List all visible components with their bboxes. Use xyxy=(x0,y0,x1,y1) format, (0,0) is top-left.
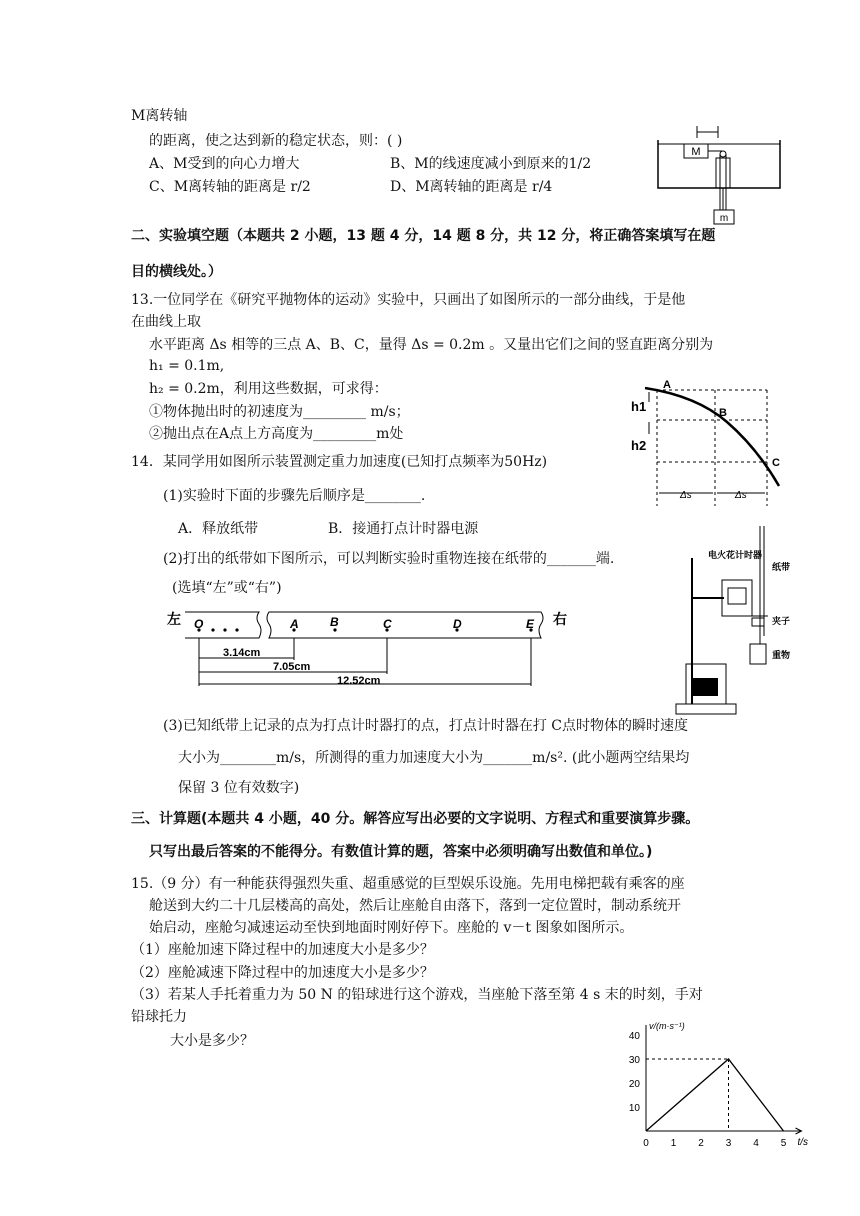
projectile-curve-figure xyxy=(627,378,795,508)
fig-point-c: C xyxy=(772,457,780,469)
y-tick-label: 10 xyxy=(628,1103,640,1114)
q15-line1: 15.（9 分）有一种能获得强烈失重、超重感觉的巨型娱乐设施。先用电梯把载有乘客的座 xyxy=(131,876,685,892)
x-tick-label: 1 xyxy=(670,1138,677,1149)
q12-line1: M离转轴 xyxy=(131,108,188,124)
apparatus-clamp-label: 夹子 xyxy=(772,616,791,626)
fig-m-label: m xyxy=(719,213,729,224)
fig-ds-1: Δs xyxy=(680,490,692,501)
rotating-table-figure xyxy=(650,120,790,232)
q13-line4: h₁ = 0.1m, xyxy=(149,358,225,374)
apparatus-timer-label: 电火花计时器 xyxy=(708,550,763,560)
tape-dist-3: 12.52cm xyxy=(337,675,381,687)
x-tick-label: 3 xyxy=(725,1138,732,1149)
x-tick-label: 4 xyxy=(753,1138,759,1149)
q14-line3: (2)打出的纸带如下图所示，可以判断实验时重物连接在纸带的_______端. xyxy=(163,551,615,567)
tape-point-o: O xyxy=(194,617,204,631)
q14-line5: (3)已知纸带上记录的点为打点计时器打的点，打点计时器在打 C点时物体的瞬时速度 xyxy=(163,718,688,734)
tape-point-b: B xyxy=(330,615,339,629)
y-tick-label: 40 xyxy=(628,1031,640,1042)
y-axis-label: v/(m·s⁻¹) xyxy=(649,1021,685,1031)
tape-point-e: E xyxy=(526,617,535,631)
apparatus-weight-label: 重物 xyxy=(772,650,791,660)
fig-point-a: A xyxy=(663,379,671,391)
q13-line1: 13.一位同学在《研究平抛物体的运动》实验中，只画出了如图所示的一部分曲线，于是他 xyxy=(131,292,686,308)
section3-heading-2: 只写出最后答案的不能得分。有数值计算的题，答案中必须明确写出数值和单位。) xyxy=(149,844,653,860)
tape-dist-1: 3.14cm xyxy=(223,647,261,659)
fig-h1: h1 xyxy=(631,399,647,414)
q14-line1: 14．某同学用如图所示装置测定重力加速度(已知打点频率为50Hz) xyxy=(131,454,548,470)
apparatus-tape-label: 纸带 xyxy=(772,562,791,572)
q12-option-a: A、M受到的向心力增大 xyxy=(149,156,300,172)
q13-line5: h₂ = 0.2m，利用这些数据，可求得： xyxy=(149,381,388,397)
q13-line6: ①物体抛出时的初速度为_________ m/s； xyxy=(149,404,410,420)
vt-series-line xyxy=(646,1059,784,1131)
q15-q1: （1）座舱加速下降过程中的加速度大小是多少？ xyxy=(131,942,434,958)
q14-line2: (1)实验时下面的步骤先后顺序是________. xyxy=(163,488,426,504)
tape-point-c: C xyxy=(383,617,392,631)
x-axis-label: t/s xyxy=(797,1137,809,1148)
tape-point-d: D xyxy=(453,617,462,631)
q14-line7: 保留 3 位有效数字) xyxy=(178,780,300,796)
tape-left-label: 左 xyxy=(167,611,181,627)
q12-option-d: D、M离转轴的距离是 r/4 xyxy=(390,179,553,195)
fig-point-b: B xyxy=(719,407,727,419)
q13-line3: 水平距离 Δs 相等的三点 A、B、C，量得 Δs = 0.2m 。又量出它们之间的竖直距离分别为 xyxy=(149,337,714,353)
q12-option-b: B、M的线速度减小到原来的1/2 xyxy=(390,156,592,172)
section2-heading-1: 二、实验填空题（本题共 2 小题，13 题 4 分，14 题 8 分，共 12 分，将正确答案填写在题 xyxy=(131,228,716,244)
q15-q3: （3）若某人手托着重力为 50 N 的铅球进行这个游戏，当座舱下落至第 4 s 末的时刻，手对 xyxy=(131,987,703,1003)
section2-heading-2: 目的横线处。） xyxy=(131,264,222,280)
x-tick-label: 2 xyxy=(698,1138,704,1149)
y-tick-label: 30 xyxy=(628,1055,640,1066)
q15-line2: 舱送到大约二十几层楼高的高处，然后让座舱自由落下，落到一定位置时，制动系统开 xyxy=(149,898,681,914)
q15-line7: 铅球托力 xyxy=(131,1009,187,1025)
y-tick-label: 20 xyxy=(628,1079,640,1090)
q12-line2: 的距离，使之达到新的稳定状态，则：( ) xyxy=(149,133,403,149)
q13-line2: 在曲线上取 xyxy=(131,314,201,330)
section3-heading-1: 三、计算题(本题共 4 小题，40 分。解答应写出必要的文字说明、方程式和重要演算步骤。 xyxy=(131,811,700,827)
fig-M-label: M xyxy=(691,146,701,158)
q13-line7: ②抛出点在A点上方高度为_________m处 xyxy=(149,426,404,442)
timer-apparatus-figure xyxy=(662,518,802,718)
q15-q2: （2）座舱减速下降过程中的加速度大小是多少？ xyxy=(131,965,434,981)
x-tick-label: 5 xyxy=(780,1138,787,1149)
q15-line8: 大小是多少？ xyxy=(170,1033,254,1049)
fig-h2: h2 xyxy=(631,438,647,453)
paper-tape-figure xyxy=(163,604,573,690)
tape-right-label: 右 xyxy=(553,611,567,627)
q12-option-c: C、M离转轴的距离是 r/2 xyxy=(149,179,311,195)
vt-graph xyxy=(606,1008,816,1152)
q14-option-b: B．接通打点计时器电源 xyxy=(328,521,479,537)
q14-line6: 大小为________m/s，所测得的重力加速度大小为_______m/s². (此小题两空结果均 xyxy=(178,750,690,766)
fig-ds-2: Δs xyxy=(735,490,747,501)
q15-line3: 始启动，座舱匀减速运动至快到地面时刚好停下。座舱的 v－t 图象如图所示。 xyxy=(149,920,634,936)
q14-option-a: A．释放纸带 xyxy=(178,521,259,537)
q14-line4: (选填“左”或“右”) xyxy=(172,580,282,596)
x-tick-label: 0 xyxy=(643,1138,649,1149)
tape-point-a: A xyxy=(290,617,299,631)
tape-dist-2: 7.05cm xyxy=(273,661,311,673)
